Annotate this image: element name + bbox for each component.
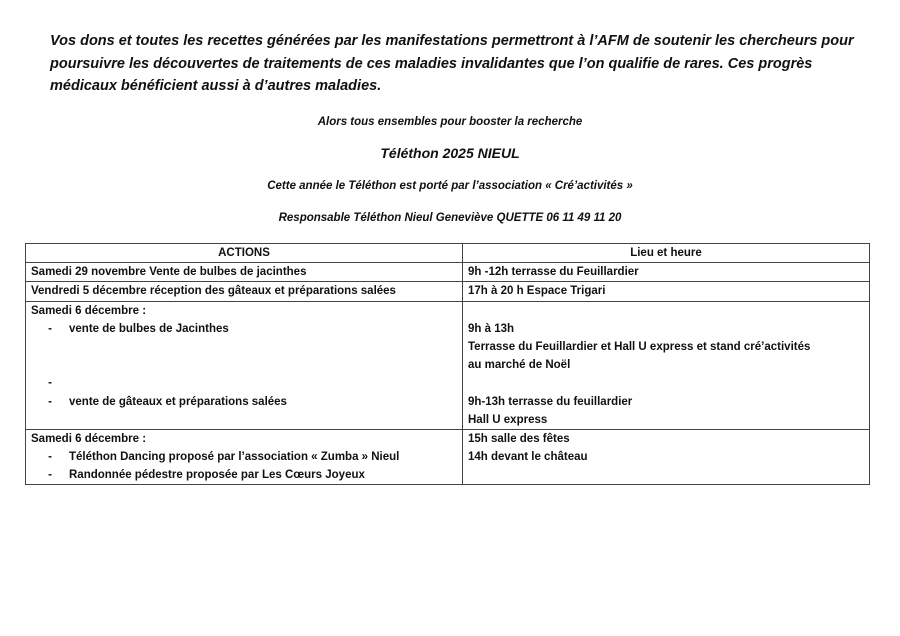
action-cell <box>26 429 463 485</box>
list-item <box>31 374 457 392</box>
table-row <box>26 429 870 485</box>
list-item-text: vente de bulbes de Jacinthes <box>69 322 229 335</box>
list-item <box>31 466 457 484</box>
header-actions: ACTIONS <box>26 244 463 263</box>
list-item-text: Randonnée pédestre proposée par Les Cœurs Joyeux <box>69 469 365 482</box>
action-cell <box>26 301 463 429</box>
dash-bullet: - <box>48 377 52 390</box>
intro-paragraph: Vos dons et toutes les recettes générées par les manifestations permettront à l’AFM de soutenir les chercheurs pour poursuivre les découvertes de traitements de ces maladies invalidantes que l’on qualifie de rares. Ces progrès médicaux bénéficient aussi à d’autres maladies. <box>50 33 854 94</box>
row-heading: Samedi 6 décembre : <box>31 304 147 317</box>
association-line: Cette année le Téléthon est porté par l’association « Cré’activités » <box>267 180 633 192</box>
document-title: Téléthon 2025 NIEUL <box>380 145 520 161</box>
spacer-line <box>468 302 864 320</box>
spacer-line <box>31 411 457 429</box>
place-line: 14h devant le château <box>468 451 588 464</box>
slogan: Alors tous ensembles pour booster la recherche <box>317 116 583 128</box>
place-cell: 9h -12h terrasse du Feuillardier <box>463 263 870 282</box>
table-row <box>26 263 870 282</box>
place-line: au marché de Noël <box>468 359 571 372</box>
list-item-text: Téléthon Dancing proposé par l’association « Zumba » Nieul <box>69 451 400 464</box>
table-row <box>26 282 870 301</box>
action-cell: Vendredi 5 décembre réception des gâteaux et préparations salées <box>26 282 463 301</box>
spacer-line <box>31 338 457 356</box>
action-cell: Samedi 29 novembre Vente de bulbes de jacinthes <box>26 263 463 282</box>
place-line: Hall U express <box>468 413 548 426</box>
place-cell <box>463 429 870 485</box>
dash-bullet: - <box>48 395 52 408</box>
place-line: 15h salle des fêtes <box>468 432 570 445</box>
spacer-line <box>31 356 457 374</box>
dash-bullet: - <box>48 322 52 335</box>
responsible-line: Responsable Téléthon Nieul Geneviève QUETTE 06 11 49 11 20 <box>278 212 622 224</box>
place-cell <box>463 301 870 429</box>
place-line: Terrasse du Feuillardier et Hall U express et stand cré’activités <box>468 340 811 353</box>
place-line: 9h à 13h <box>468 322 515 335</box>
dash-bullet: - <box>48 451 52 464</box>
spacer-line <box>468 374 864 392</box>
list-item <box>31 448 457 466</box>
row-heading: Samedi 6 décembre : <box>31 432 147 445</box>
place-cell: 17h à 20 h Espace Trigari <box>463 282 870 301</box>
list-item-text: vente de gâteaux et préparations salées <box>69 395 287 408</box>
list-item <box>31 320 457 338</box>
list-item <box>31 393 457 411</box>
actions-table <box>25 243 870 485</box>
dash-bullet: - <box>48 469 52 482</box>
table-row <box>26 301 870 429</box>
header-place-time: Lieu et heure <box>463 244 870 263</box>
table-header-row <box>26 244 870 263</box>
place-line: 9h-13h terrasse du feuillardier <box>468 395 633 408</box>
